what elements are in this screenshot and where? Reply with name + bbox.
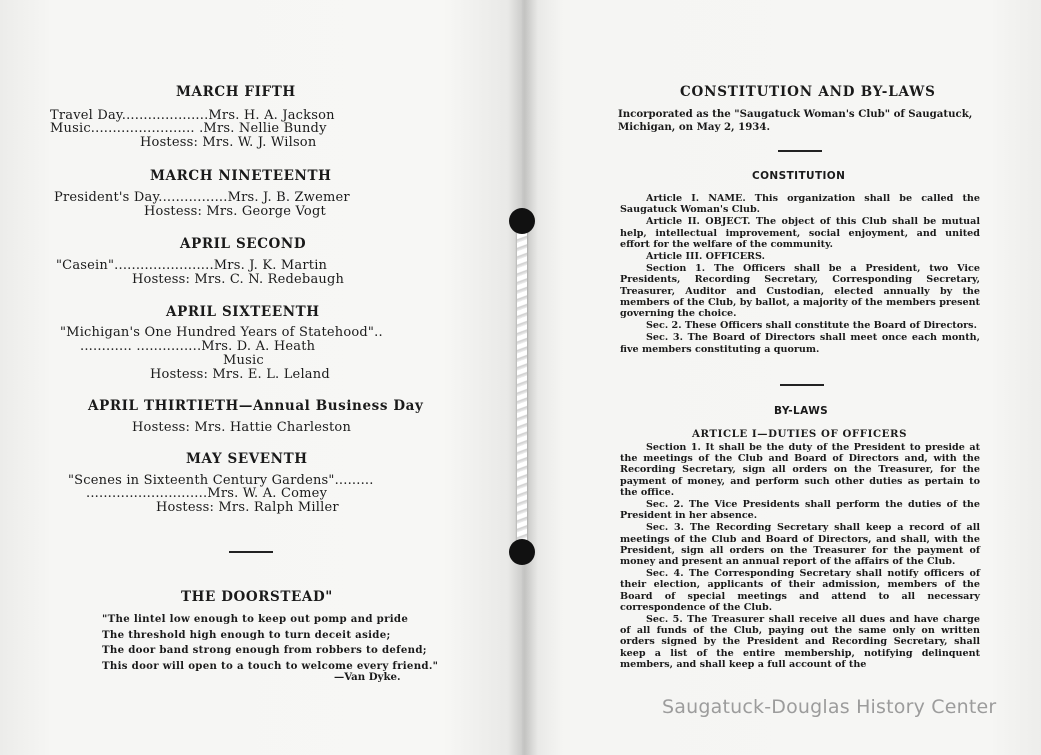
program-line: ............ ...............Mrs. D. A. Heath [80,339,316,354]
program-line: President's Day................Mrs. J. B. Zwemer [54,190,350,205]
cord-string [517,226,527,552]
poem-line: "The lintel low enough to keep out pomp and pride [102,613,409,625]
article-paragraph: Section 1. The Officers shall be a President, two Vice Presidents, Recording Secretary, Corresponding Secretary, Treasurer, Auditor and Custodian, elected annually by the members of the Club, by ballot, a majority of the members present governing the choice. [620,263,980,320]
article-paragraph: Article III. OFFICERS. [646,251,765,263]
section-heading: MAY SEVENTH [186,451,308,467]
bylaws-sections [620,442,980,671]
program-line: Music [223,353,264,368]
article-paragraph: Sec. 2. These Officers shall constitute the Board of Directors. [646,320,977,332]
article-heading: ARTICLE I—DUTIES OF OFFICERS [692,428,908,440]
divider-rule [780,384,824,386]
watermark: Saugatuck-Douglas History Center [662,696,997,718]
bylaws-heading: BY-LAWS [774,405,829,417]
hostess-line: Hostess: Mrs. George Vogt [144,204,326,219]
incorporation-note: Incorporated as the "Saugatuck Woman's Club" of Saugatuck, Michigan, on May 2, 1934. [618,108,973,133]
bylaw-paragraph: Sec. 4. The Corresponding Secretary shall notify officers of their election, applicants of their admission, members of the Board of special meetings and attend to all necessary correspondence of the Club. [620,568,980,613]
divider-rule [778,150,822,152]
constitution-title: CONSTITUTION AND BY-LAWS [680,84,936,100]
section-heading: MARCH FIFTH [176,84,296,100]
doorstead-poem [102,612,438,674]
program-line: "Scenes in Sixteenth Century Gardens"......... [68,473,374,488]
doorstead-heading: THE DOORSTEAD" [181,589,333,605]
bylaw-paragraph: Sec. 2. The Vice Presidents shall perform the duties of the President in her absence. [620,499,980,522]
program-line: Music........................ .Mrs. Nellie Bundy [50,121,327,136]
bylaw-paragraph: Sec. 3. The Recording Secretary shall keep a record of all meetings of the Club and Board of Directors, and shall, with the President, sign all orders on the Treasurer for the payment of money and present an annual report of the affairs of the Club. [620,522,980,568]
binding-hole-top [509,208,535,234]
bylaw-paragraph: Sec. 5. The Treasurer shall receive all dues and have charge of all funds of the Club, paying out the same only on written orders signed by the President and Recording Secretary, shall keep a list of the entire membership, notifying delinquent members, and shall keep a full account of the [620,614,980,670]
hostess-line: Hostess: Mrs. C. N. Redebaugh [132,272,345,287]
section-heading: APRIL SECOND [180,236,307,252]
program-line: "Michigan's One Hundred Years of Statehood".. [60,325,383,340]
article-paragraph: Article I. NAME. This organization shall be called the Saugatuck Woman's Club. [620,193,980,216]
poem-attribution: —Van Dyke. [334,671,401,683]
constitution-articles [620,193,980,356]
program-line: "Casein".......................Mrs. J. K. Martin [56,258,328,273]
poem-line: The door band strong enough from robbers to defend; [102,644,427,656]
section-heading: APRIL SIXTEENTH [166,304,320,320]
article-paragraph: Article II. OBJECT. The object of this Club shall be mutual help, intellectual improvement, social enjoyment, and united effort for the welfare of the community. [620,216,980,250]
binding-cord [514,212,530,562]
article-paragraph: Sec. 3. The Board of Directors shall meet once each month, five members constituting a quorum. [620,332,980,355]
hostess-line: Hostess: Mrs. Hattie Charleston [132,420,352,435]
binding-hole-bottom [509,539,535,565]
constitution-heading: CONSTITUTION [752,170,846,182]
divider-rule [229,551,273,553]
poem-line: This door will open to a touch to welcome every friend." [102,659,439,672]
poem-line: The threshold high enough to turn deceit aside; [102,628,391,641]
section-heading: MARCH NINETEENTH [150,168,332,184]
hostess-line: Hostess: Mrs. E. L. Leland [150,367,330,382]
bylaw-paragraph: Section 1. It shall be the duty of the President to preside at the meetings of the Club and Board of Directors and, with the Recording Secretary, sign all orders on the Treasurer, for the payment of money, and perform such other duties as pertain to the office. [620,442,980,498]
program-line: Travel Day....................Mrs. H. A. Jackson [50,108,335,123]
section-heading: APRIL THIRTIETH—Annual Business Day [88,398,424,414]
hostess-line: Hostess: Mrs. W. J. Wilson [140,135,317,150]
program-line: ............................Mrs. W. A. Comey [86,486,328,501]
hostess-line: Hostess: Mrs. Ralph Miller [156,500,339,515]
